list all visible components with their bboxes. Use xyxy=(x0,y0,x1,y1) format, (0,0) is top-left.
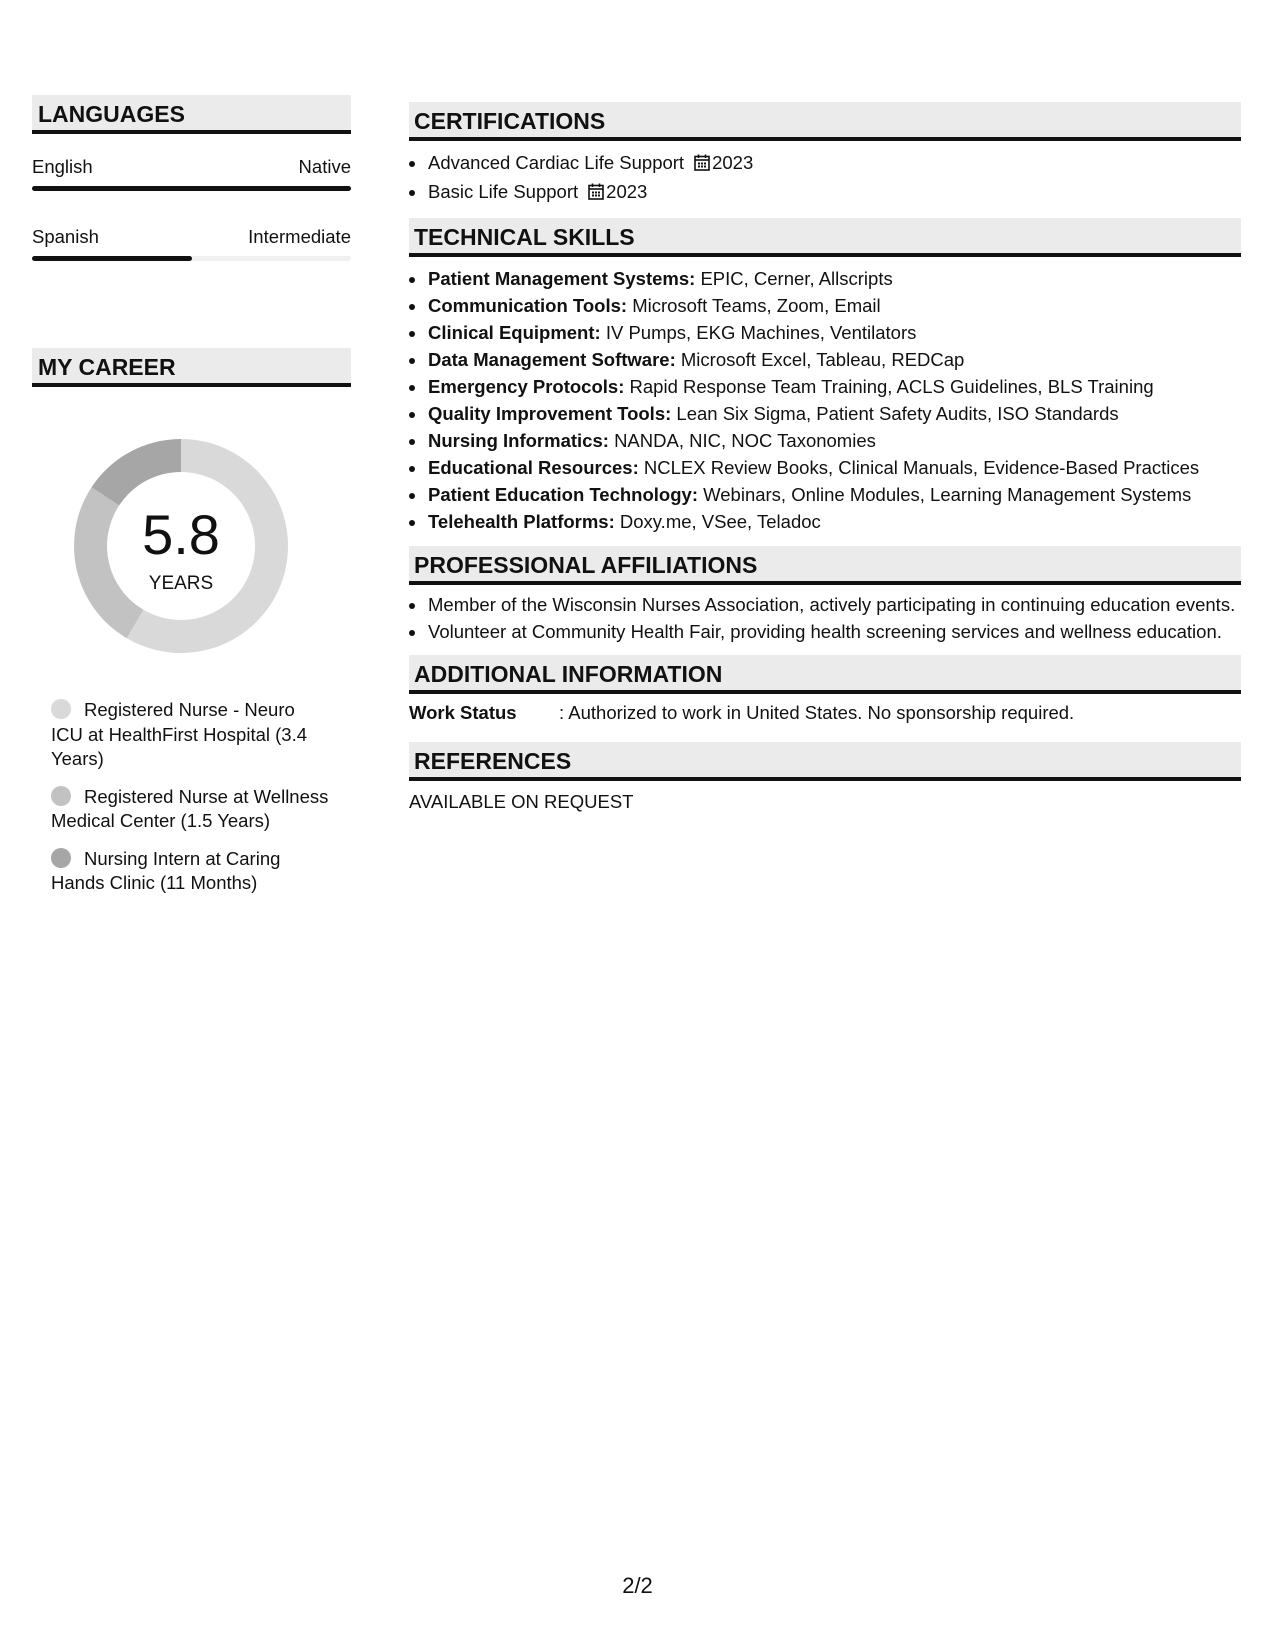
language-bar-fill xyxy=(32,186,351,191)
career-donut-chart xyxy=(66,431,296,661)
calendar-icon xyxy=(588,180,604,207)
certifications-header: CERTIFICATIONS xyxy=(409,102,1241,141)
skill-label: Communication Tools: xyxy=(428,295,628,316)
skill-value: Lean Six Sigma, Patient Safety Audits, ISO Standards xyxy=(676,403,1119,424)
skill-item xyxy=(427,292,1241,319)
work-status-row xyxy=(409,702,1241,728)
page-number: 2/2 xyxy=(622,1573,653,1598)
left-column xyxy=(32,95,351,909)
skill-label: Patient Education Technology: xyxy=(428,484,698,505)
skill-item xyxy=(427,427,1241,454)
affiliations-list xyxy=(409,593,1241,644)
skill-value: EPIC, Cerner, Allscripts xyxy=(700,268,893,289)
skill-value: IV Pumps, EKG Machines, Ventilators xyxy=(605,322,917,343)
language-name: English xyxy=(32,156,93,177)
certification-item xyxy=(427,149,1241,178)
career-total-unit: YEARS xyxy=(148,573,214,594)
skill-item xyxy=(427,400,1241,427)
certification-name: Basic Life Support xyxy=(428,181,579,202)
affiliation-item: • Volunteer at Community Health Fair, providing health screening services and wellness education. xyxy=(427,620,1241,645)
skill-value: Doxy.me, VSee, Teladoc xyxy=(619,511,821,532)
skill-value: Rapid Response Team Training, ACLS Guidelines, BLS Training xyxy=(629,376,1154,397)
skill-value: NANDA, NIC, NOC Taxonomies xyxy=(614,430,876,451)
language-bar-track xyxy=(32,186,351,191)
certification-year: 2023 xyxy=(606,181,648,202)
skill-value: Microsoft Excel, Tableau, REDCap xyxy=(680,349,965,370)
legend-dot-icon xyxy=(51,699,71,719)
career-legend xyxy=(51,698,331,896)
legend-label: Registered Nurse - Neuro ICU at HealthFirst Hospital (3.4 Years) xyxy=(51,699,308,769)
skill-label: Data Management Software: xyxy=(428,349,676,370)
skill-label: Telehealth Platforms: xyxy=(428,511,615,532)
legend-dot-icon xyxy=(51,848,71,868)
skill-label: Clinical Equipment: xyxy=(428,322,601,343)
certification-item xyxy=(427,178,1241,207)
affiliation-item: • Member of the Wisconsin Nurses Association, actively participating in continuing education events. xyxy=(427,593,1241,618)
certification-year: 2023 xyxy=(712,152,754,173)
language-row xyxy=(32,134,351,204)
skill-item xyxy=(427,508,1241,535)
skill-item xyxy=(427,454,1241,481)
calendar-icon xyxy=(694,151,710,178)
work-status-value: : Authorized to work in United States. No sponsorship required. xyxy=(559,702,1075,723)
legend-item xyxy=(51,847,331,896)
certifications-list xyxy=(409,149,1241,207)
skill-label: Educational Resources: xyxy=(428,457,639,478)
legend-dot-icon xyxy=(51,786,71,806)
skill-value: NCLEX Review Books, Clinical Manuals, Evidence-Based Practices xyxy=(643,457,1200,478)
skill-item xyxy=(427,481,1241,508)
career-header: MY CAREER xyxy=(32,348,351,387)
language-level: Native xyxy=(298,156,351,177)
skill-label: Quality Improvement Tools: xyxy=(428,403,672,424)
work-status-label: Work Status xyxy=(409,702,517,723)
additional-info-header: ADDITIONAL INFORMATION xyxy=(409,655,1241,694)
language-bar-fill xyxy=(32,256,192,261)
skill-label: Patient Management Systems: xyxy=(428,268,696,289)
technical-skills-header: TECHNICAL SKILLS xyxy=(409,218,1241,257)
references-header: REFERENCES xyxy=(409,742,1241,781)
career-total-value: 5.8 xyxy=(142,503,220,566)
technical-skills-list xyxy=(409,265,1241,535)
skill-label: Nursing Informatics: xyxy=(428,430,609,451)
skill-item xyxy=(427,373,1241,400)
language-bar-track xyxy=(32,256,351,261)
skill-item xyxy=(427,319,1241,346)
language-row xyxy=(32,204,351,274)
legend-item xyxy=(51,698,331,772)
languages-header: LANGUAGES xyxy=(32,95,351,134)
donut-slice-3 xyxy=(92,439,181,505)
references-text: AVAILABLE ON REQUEST xyxy=(409,791,634,812)
right-column xyxy=(409,102,1241,813)
affiliations-header: PROFESSIONAL AFFILIATIONS xyxy=(409,546,1241,585)
language-name: Spanish xyxy=(32,226,99,247)
certification-name: Advanced Cardiac Life Support xyxy=(428,152,685,173)
skill-value: Microsoft Teams, Zoom, Email xyxy=(632,295,881,316)
legend-label: Nursing Intern at Caring Hands Clinic (11 Months) xyxy=(51,847,281,893)
skill-label: Emergency Protocols: xyxy=(428,376,625,397)
legend-label: Registered Nurse at Wellness Medical Center (1.5 Years) xyxy=(51,785,329,831)
skill-value: Webinars, Online Modules, Learning Management Systems xyxy=(703,484,1192,505)
skill-item xyxy=(427,346,1241,373)
language-level: Intermediate xyxy=(248,226,351,247)
legend-item xyxy=(51,785,331,834)
skill-item xyxy=(427,265,1241,292)
